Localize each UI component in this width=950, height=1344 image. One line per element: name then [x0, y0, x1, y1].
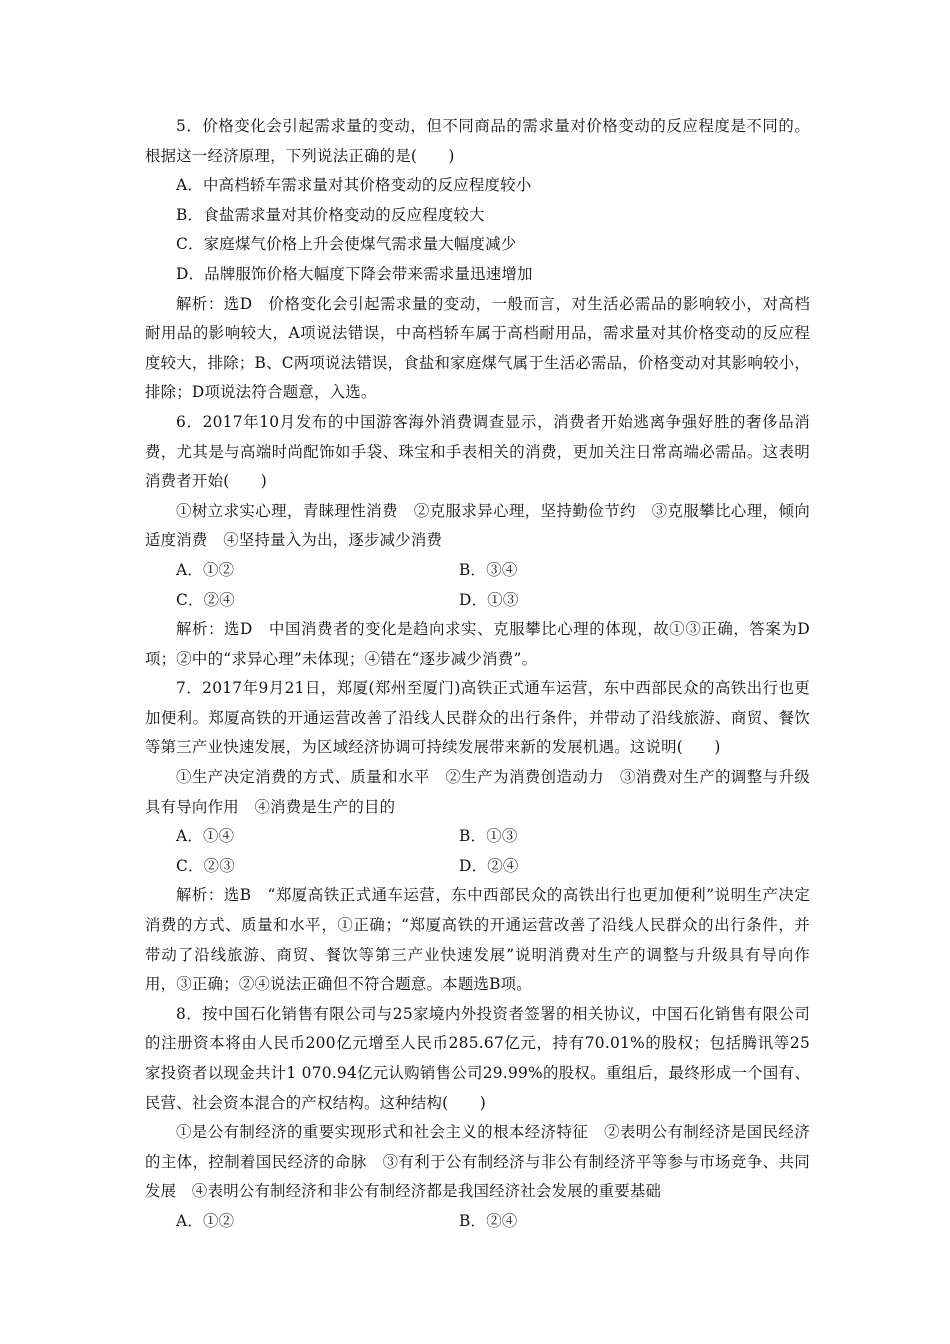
question-5-option-b: B．食盐需求量对其价格变动的反应程度较大 — [176, 205, 485, 224]
question-6-stem: 6．2017年10月发布的中国游客海外消费调查显示，消费者开始逃离争强好胜的奢侈品消费，尤其是与高端时尚配饰如手袋、珠宝和手表相关的消费，更加关注日常高端必需品。这表明消费者开始( ) — [145, 412, 810, 491]
question-7-option-a: A．①④ — [176, 827, 235, 846]
question-6-option-a: A．①② — [176, 560, 235, 579]
question-7-items: ①生产决定消费的方式、质量和水平 ②生产为消费创造动力 ③消费对生产的调整与升级具有导向作用 ④消费是生产的目的 — [145, 768, 810, 816]
question-5-analysis: 解析：选D 价格变化会引起需求量的变动，一般而言，对生活必需品的影响较小，对高档耐用品的影响较大，A项说法错误，中高档轿车属于高档耐用品，需求量对其价格变动的反应程度较大，排除；B、C两项说法错误，食盐和家庭煤气属于生活必需品，价格变动对其影响较小，排除；D项说法符合题意，入选。 — [145, 294, 810, 402]
question-7-options-row-2 — [145, 852, 810, 882]
question-5-option-c: C．家庭煤气价格上升会使煤气需求量大幅度减少 — [176, 235, 517, 254]
question-6-option-b: B．③④ — [459, 560, 518, 579]
question-8-options-row-1 — [145, 1207, 810, 1237]
question-7-stem: 7．2017年9月21日，郑厦(郑州至厦门)高铁正式通车运营，东中西部民众的高铁出行也更加便利。郑厦高铁的开通运营改善了沿线人民群众的出行条件，并带动了沿线旅游、商贸、餐饮等第三产业快速发展，为区域经济协调可持续发展带来新的发展机遇。这说明( ) — [145, 679, 810, 757]
question-7-options-row-1 — [145, 822, 810, 852]
question-5-stem: 5．价格变化会引起需求量的变动，但不同商品的需求量对价格变动的反应程度是不同的。根据这一经济原理，下列说法正确的是( ) — [145, 117, 810, 165]
question-6-option-c: C．②④ — [176, 590, 235, 609]
question-5-option-a: A．中高档轿车需求量对其价格变动的反应程度较小 — [176, 176, 532, 195]
question-7-option-d: D．②④ — [459, 856, 519, 875]
question-6-options-row-1 — [145, 556, 810, 586]
question-8-items: ①是公有制经济的重要实现形式和社会主义的根本经济特征 ②表明公有制经济是国民经济的主体，控制着国民经济的命脉 ③有利于公有制经济与非公有制经济平等参与市场竞争、共同发展 ④表明公有制经济和非公有制经济都是我国经济社会发展的重要基础 — [145, 1123, 810, 1201]
question-8-option-b: B．②④ — [459, 1211, 518, 1230]
question-7-option-c: C．②③ — [176, 856, 235, 875]
question-8-stem: 8．按中国石化销售有限公司与25家境内外投资者签署的相关协议，中国石化销售有限公司的注册资本将由人民币200亿元增至人民币285.67亿元，持有70.01%的股权；包括腾讯等25家投资者以现金共计1 070.94亿元认购销售公司29.99%的股权。重组后，最终形成一个国有、民营、社会资本混合的产权结构。这种结构( ) — [145, 1004, 810, 1112]
question-6-options-row-2 — [145, 586, 810, 616]
question-7-option-b: B．①③ — [459, 827, 518, 846]
question-6-analysis: 解析：选D 中国消费者的变化是趋向求实、克服攀比心理的体现，故①③正确，答案为D项；②中的“求异心理”未体现；④错在“逐步减少消费”。 — [145, 620, 810, 668]
question-6-items: ①树立求实心理，青睐理性消费 ②克服求异心理，坚持勤俭节约 ③克服攀比心理，倾向适度消费 ④坚持量入为出，逐步减少消费 — [145, 501, 810, 550]
question-8-option-a: A．①② — [176, 1211, 235, 1230]
question-7-analysis: 解析：选B “郑厦高铁正式通车运营，东中西部民众的高铁出行也更加便利”说明生产决定消费的方式、质量和水平，①正确；“郑厦高铁的开通运营改善了沿线人民群众的出行条件，并带动了沿线旅游、商贸、餐饮等第三产业快速发展”说明消费对生产的调整与升级具有导向作用，③正确；②④说法正确但不符合题意。本题选B项。 — [145, 886, 810, 994]
document-page — [145, 112, 810, 1237]
question-5-option-d: D．品牌服饰价格大幅度下降会带来需求量迅速增加 — [176, 264, 533, 283]
question-6-option-d: D．①③ — [459, 590, 519, 609]
